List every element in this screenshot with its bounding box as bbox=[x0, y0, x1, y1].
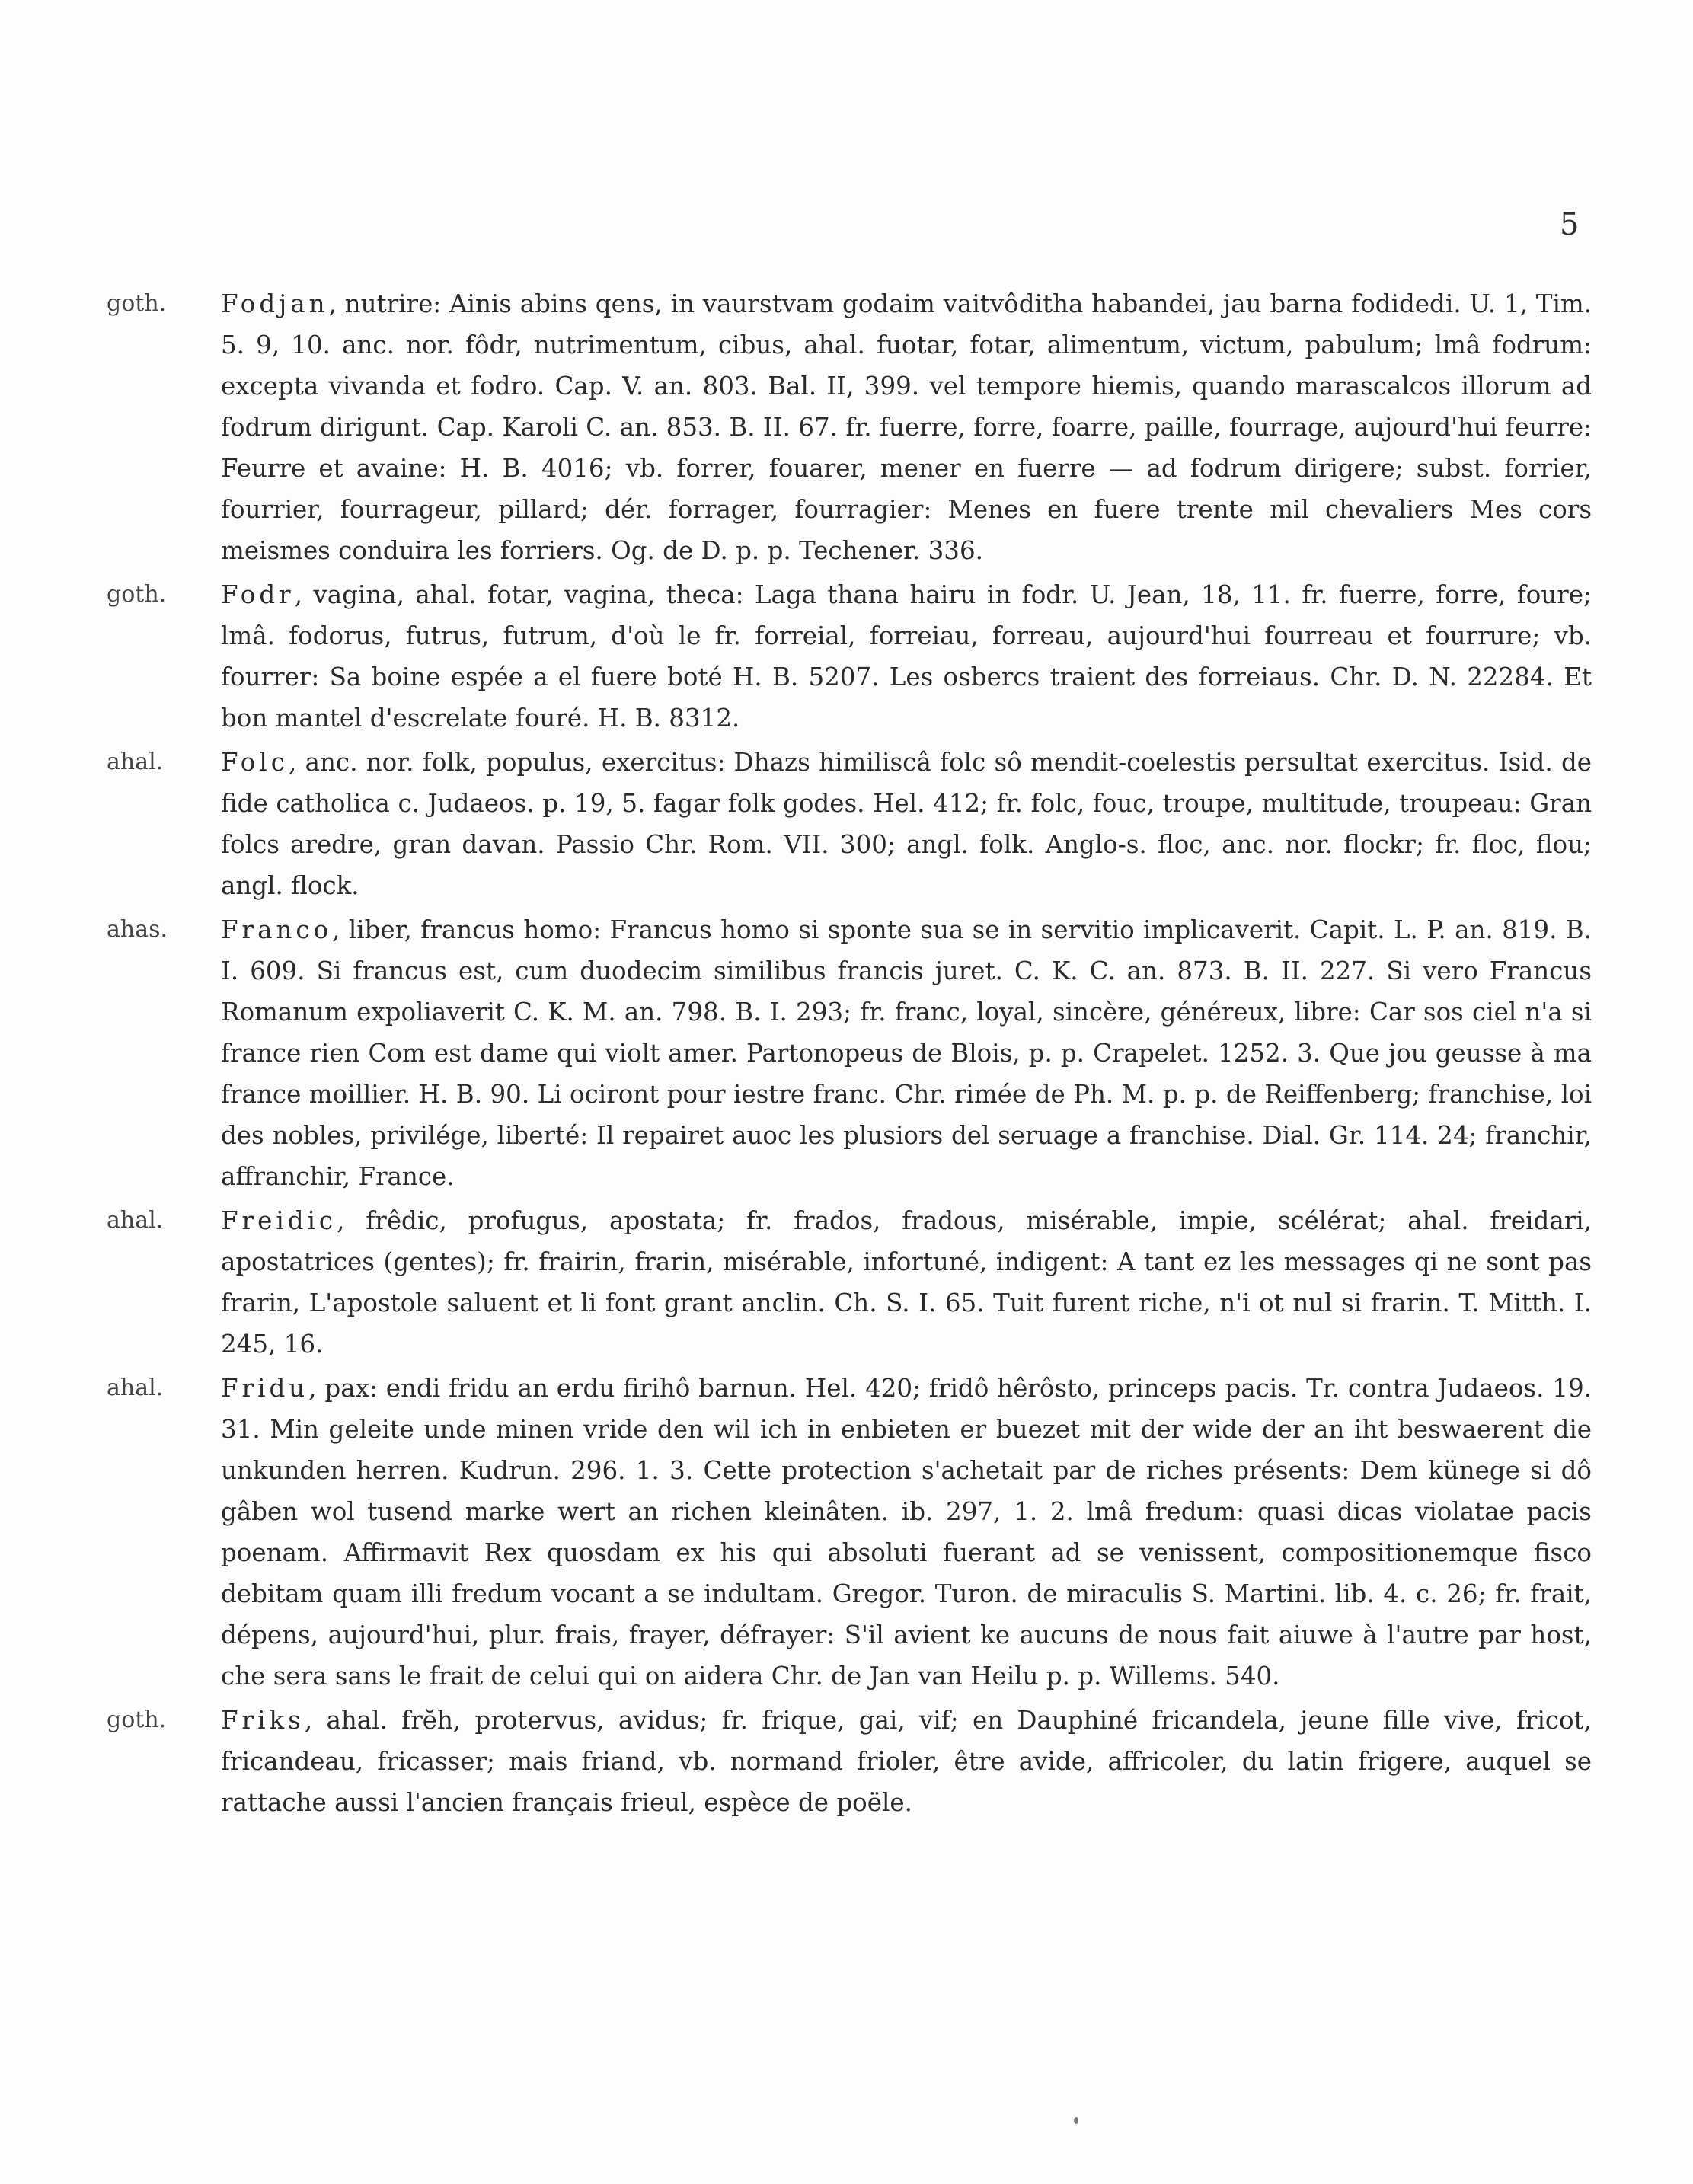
entry-body: , frêdic, profugus, apostata; fr. frados, fradous, misérable, impie, scélérat; ahal. freidari, apostatrices (gentes); fr. frairin, frarin, misérable, infortuné, indigent: A tant ez les messages qi ne sont pas frarin, L'apostole saluent et li font grant anclin. Ch. S. I. 65. Tuit furent riche, n'i ot nul si frarin. T. Mitth. I. 245, 16. bbox=[221, 1206, 1592, 1359]
headword: Friks bbox=[221, 1706, 305, 1735]
entry-body: , anc. nor. folk, populus, exercitus: Dhazs himiliscâ folc sô mendit-coelestis persultat exercitus. Isid. de fide catholica c. Judaeos. p. 19, 5. fagar folk godes. Hel. 412; fr. folc, fouc, troupe, multitude, troupeau: Gran folcs aredre, gran davan. Passio Chr. Rom. VII. 300; angl. folk. Anglo-s. floc, anc. nor. flockr; fr. floc, flou; angl. flock. bbox=[221, 748, 1592, 900]
headword: Freidic bbox=[221, 1206, 337, 1235]
language-tag: ahas. bbox=[107, 916, 168, 943]
headword: Fridu bbox=[221, 1374, 309, 1403]
entry-franco bbox=[107, 909, 1592, 1197]
headword: Fodjan bbox=[221, 289, 329, 318]
entry-friks bbox=[107, 1700, 1592, 1823]
headword: Folc bbox=[221, 748, 289, 777]
language-tag: ahal. bbox=[107, 749, 164, 775]
language-tag: goth. bbox=[107, 1707, 167, 1733]
entry-body: , pax: endi fridu an erdu firihô barnun. Hel. 420; fridô hêrôsto, princeps pacis. Tr. contra Judaeos. 19. 31. Min geleite unde minen vride den wil ich in enbieten er buezet mit der wide der an iht beswaerent die unkunden herren. Kudrun. 296. 1. 3. Cette protection s'achetait par de riches présents: Dem künege si dô gâben wol tusend marke wert an richen kleinâten. ib. 297, 1. 2. lmâ fredum: quasi dicas violatae pacis poenam. Affirmavit Rex quosdam ex his qui absoluti fuerant ad se venissent, compositionemque fisco debitam quam illi fredum vocant a se indultam. Gregor. Turon. de miraculis S. Martini. lib. 4. c. 26; fr. frait, dépens, aujourd'hui, plur. frais, frayer, défrayer: S'il avient ke aucuns de nous fait aiuwe à l'autre par host, che sera sans le frait de celui qui on aidera Chr. de Jan van Heilu p. p. Willems. 540. bbox=[221, 1374, 1592, 1691]
entry-fridu bbox=[107, 1368, 1592, 1697]
entry-folc bbox=[107, 742, 1592, 906]
language-tag: goth. bbox=[107, 581, 167, 608]
entry-body: , vagina, ahal. fotar, vagina, theca: Laga thana hairu in fodr. U. Jean, 18, 11. fr. fuerre, forre, foure; lmâ. fodorus, futrus, futrum, d'où le fr. forreial, forreiau, forreau, aujourd'hui fourreau et fourrure; vb. fourrer: Sa boine espée a el fuere boté H. B. 5207. Les osbercs traient des forreiaus. Chr. D. N. 22284. Et bon mantel d'escrelate fouré. H. B. 8312. bbox=[221, 580, 1592, 733]
entry-fodr bbox=[107, 574, 1592, 739]
language-tag: ahal. bbox=[107, 1375, 164, 1401]
entry-body: , ahal. frĕh, protervus, avidus; fr. frique, gai, vif; en Dauphiné fricandela, jeune fille vive, fricot, fricandeau, fricasser; mais friand, vb. normand frioler, être avide, affricoler, du latin frigere, auquel se rattache aussi l'ancien français frieul, espèce de poële. bbox=[221, 1706, 1592, 1817]
entry-fodjan bbox=[107, 283, 1592, 571]
entry-body: , nutrire: Ainis abins qens, in vaurstvam godaim vaitvôditha habandei, jau barna fodidedi. U. 1, Tim. 5. 9, 10. anc. nor. fôdr, nutrimentum, cibus, ahal. fuotar, fotar, alimentum, victum, pabulum; lmâ fodrum: excepta vivanda et fodro. Cap. V. an. 803. Bal. II, 399. vel tempore hiemis, quando marascalcos illorum ad fodrum dirigunt. Cap. Karoli C. an. 853. B. II. 67. fr. fuerre, forre, foarre, paille, fourrage, aujourd'hui feurre: Feurre et avaine: H. B. 4016; vb. forrer, fouarer, mener en fuerre — ad fodrum dirigere; subst. forrier, fourrier, fourrageur, pillard; dér. forrager, fourragier: Menes en fuere trente mil chevaliers Mes cors meismes conduira les forriers. Og. de D. p. p. Techener. 336. bbox=[221, 289, 1592, 565]
headword: Franco bbox=[221, 915, 333, 944]
language-tag: goth. bbox=[107, 290, 167, 317]
headword: Fodr bbox=[221, 580, 295, 609]
ink-speck bbox=[1074, 2117, 1078, 2124]
entry-freidic bbox=[107, 1200, 1592, 1365]
page-number: 5 bbox=[1560, 207, 1580, 242]
language-tag: ahal. bbox=[107, 1207, 164, 1234]
dictionary-entries bbox=[107, 283, 1592, 1823]
entry-body: , liber, francus homo: Francus homo si sponte sua se in servitio implicaverit. Capit. L. P. an. 819. B. I. 609. Si francus est, cum duodecim similibus francis juret. C. K. C. an. 873. B. II. 227. Si vero Francus Romanum expoliaverit C. K. M. an. 798. B. I. 293; fr. franc, loyal, sincère, généreux, libre: Car sos ciel n'a si france rien Com est dame qui violt amer. Partonopeus de Blois, p. p. Crapelet. 1252. 3. Que jou geusse à ma france moillier. H. B. 90. Li ociront pour iestre franc. Chr. rimée de Ph. M. p. p. de Reiffenberg; franchise, loi des nobles, privilége, liberté: Il repairet auoc les plusiors del seruage a franchise. Dial. Gr. 114. 24; franchir, affranchir, France. bbox=[221, 915, 1592, 1191]
